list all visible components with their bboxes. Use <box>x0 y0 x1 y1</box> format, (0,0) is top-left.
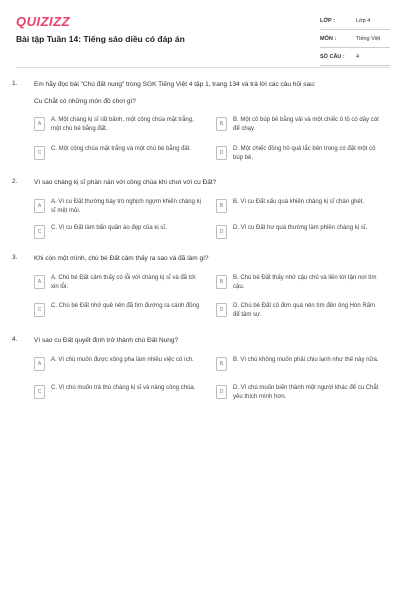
question-number: 4. <box>12 336 18 343</box>
option-letter-box: A <box>34 117 45 131</box>
option-d[interactable] <box>216 224 386 239</box>
option-letter-box: C <box>34 303 45 317</box>
question-text: Vì sao chàng kị sĩ phàn nàn với công chúa khi chơi với cu Đất? <box>34 179 217 186</box>
question-1 <box>12 80 392 170</box>
meta-value: Lớp 4 <box>356 17 371 24</box>
option-text: C. Vì chú muốn trả thù chàng kị sĩ và nàng công chúa. <box>51 385 196 391</box>
option-letter-box: C <box>34 146 45 160</box>
option-text: D. Chú bé Đất cô đơn quá nên tìm đến ông Hòn Rấm để tâm sự. <box>233 303 376 318</box>
meta-row-subject <box>320 30 390 48</box>
option-text: A. Vì cu Đất thường bày trò nghịch ngợm khiến chàng kị sĩ mệt mỏi. <box>51 199 201 214</box>
option-b[interactable] <box>216 198 386 213</box>
option-letter-box: D <box>216 385 227 399</box>
worksheet-meta <box>320 12 390 66</box>
question-text: Em hãy đọc bài "Chú đất nung" trong SGK Tiếng Việt 4 tập 1, trang 134 và trả lời các câu hỏi sau: <box>34 81 316 88</box>
option-letter-box: A <box>34 199 45 213</box>
option-a[interactable] <box>34 356 204 371</box>
option-a[interactable] <box>34 198 204 215</box>
question-text: Vì sao cu Đất quyết định trở thành chú Đất Nung? <box>34 337 179 344</box>
option-d[interactable] <box>216 302 386 319</box>
option-letter-box: A <box>34 275 45 289</box>
meta-row-count <box>320 48 390 66</box>
option-b[interactable] <box>216 116 386 133</box>
question-number: 3. <box>12 254 18 261</box>
option-letter-box: D <box>216 146 227 160</box>
meta-value: 4 <box>356 53 360 60</box>
question-number: 1. <box>12 80 18 87</box>
option-letter-box: B <box>216 275 227 289</box>
meta-key: MÔN : <box>320 35 337 42</box>
option-b[interactable] <box>216 356 386 371</box>
quizizz-logo: QUIZIZZ <box>16 14 71 29</box>
option-a[interactable] <box>34 116 204 133</box>
option-text: C. Một công chúa mặt trắng và một chú bé bằng đất. <box>51 146 192 152</box>
option-text: B. Chú bé Đất thấy nhớ cậu chủ và liền tới tận nơi tìm cậu. <box>233 275 377 290</box>
option-c[interactable] <box>34 302 204 317</box>
question-subtext: Cu Chắt có những món đồ chơi gì? <box>34 98 136 105</box>
meta-key: SỐ CÂU : <box>320 53 345 60</box>
meta-value: Tiếng Việt <box>356 35 381 42</box>
option-letter-box: B <box>216 357 227 371</box>
option-text: A. Một chàng kị sĩ rất bảnh, một công chúa mặt trắng, một chú bé bằng đất. <box>51 117 194 132</box>
option-d[interactable] <box>216 145 386 162</box>
option-d[interactable] <box>216 384 386 401</box>
option-letter-box: D <box>216 303 227 317</box>
option-text: D. Vì chú muốn biến thành một người khác để cu Chắt yêu thích mình hơn. <box>233 385 379 400</box>
question-4 <box>12 336 392 416</box>
option-text: B. Vì chú không muốn phải chịu lạnh như thế này nữa. <box>233 357 379 363</box>
option-text: B. Một cô búp bê bằng vải và một chiếc ô tô có dây cót để chạy. <box>233 117 379 132</box>
question-3 <box>12 254 392 334</box>
meta-row-grade <box>320 12 390 30</box>
question-2 <box>12 178 392 248</box>
question-number: 2. <box>12 178 18 185</box>
option-text: C. Vì cu Đất làm bẩn quần áo đẹp của kị sĩ. <box>51 225 167 231</box>
option-c[interactable] <box>34 224 204 239</box>
option-letter-box: B <box>216 199 227 213</box>
meta-key: LỚP : <box>320 17 335 24</box>
worksheet-title: Bài tập Tuần 14: Tiếng sáo diều có đáp án <box>16 34 185 44</box>
option-c[interactable] <box>34 145 204 160</box>
option-a[interactable] <box>34 274 204 291</box>
option-c[interactable] <box>34 384 204 399</box>
option-b[interactable] <box>216 274 386 291</box>
question-text: Khi còn một mình, chú bé Đất cảm thấy ra sao và đã làm gì? <box>34 255 209 262</box>
option-text: D. Một chiếc đồng hồ quả lắc bên trong có đặt một cô búp bê. <box>233 146 376 161</box>
option-letter-box: D <box>216 225 227 239</box>
header-divider <box>16 67 390 68</box>
option-letter-box: C <box>34 225 45 239</box>
option-text: A. Vì chú muốn được xông pha làm nhiều việc có ích. <box>51 357 194 363</box>
option-text: B. Vì cu Đất xấu quá khiến chàng kị sĩ chán ghét. <box>233 199 365 205</box>
option-letter-box: B <box>216 117 227 131</box>
option-letter-box: A <box>34 357 45 371</box>
option-text: C. Chú bé Đất nhớ quê nên đã tìm đường ra cánh đồng <box>51 303 200 309</box>
option-text: A. Chú bé Đất cảm thấy có lỗi với chàng kị sĩ và đã tới xin lỗi. <box>51 275 196 290</box>
option-letter-box: C <box>34 385 45 399</box>
option-text: D. Vì cu Đất hư quá thường làm phiền chàng kị sĩ. <box>233 225 368 231</box>
